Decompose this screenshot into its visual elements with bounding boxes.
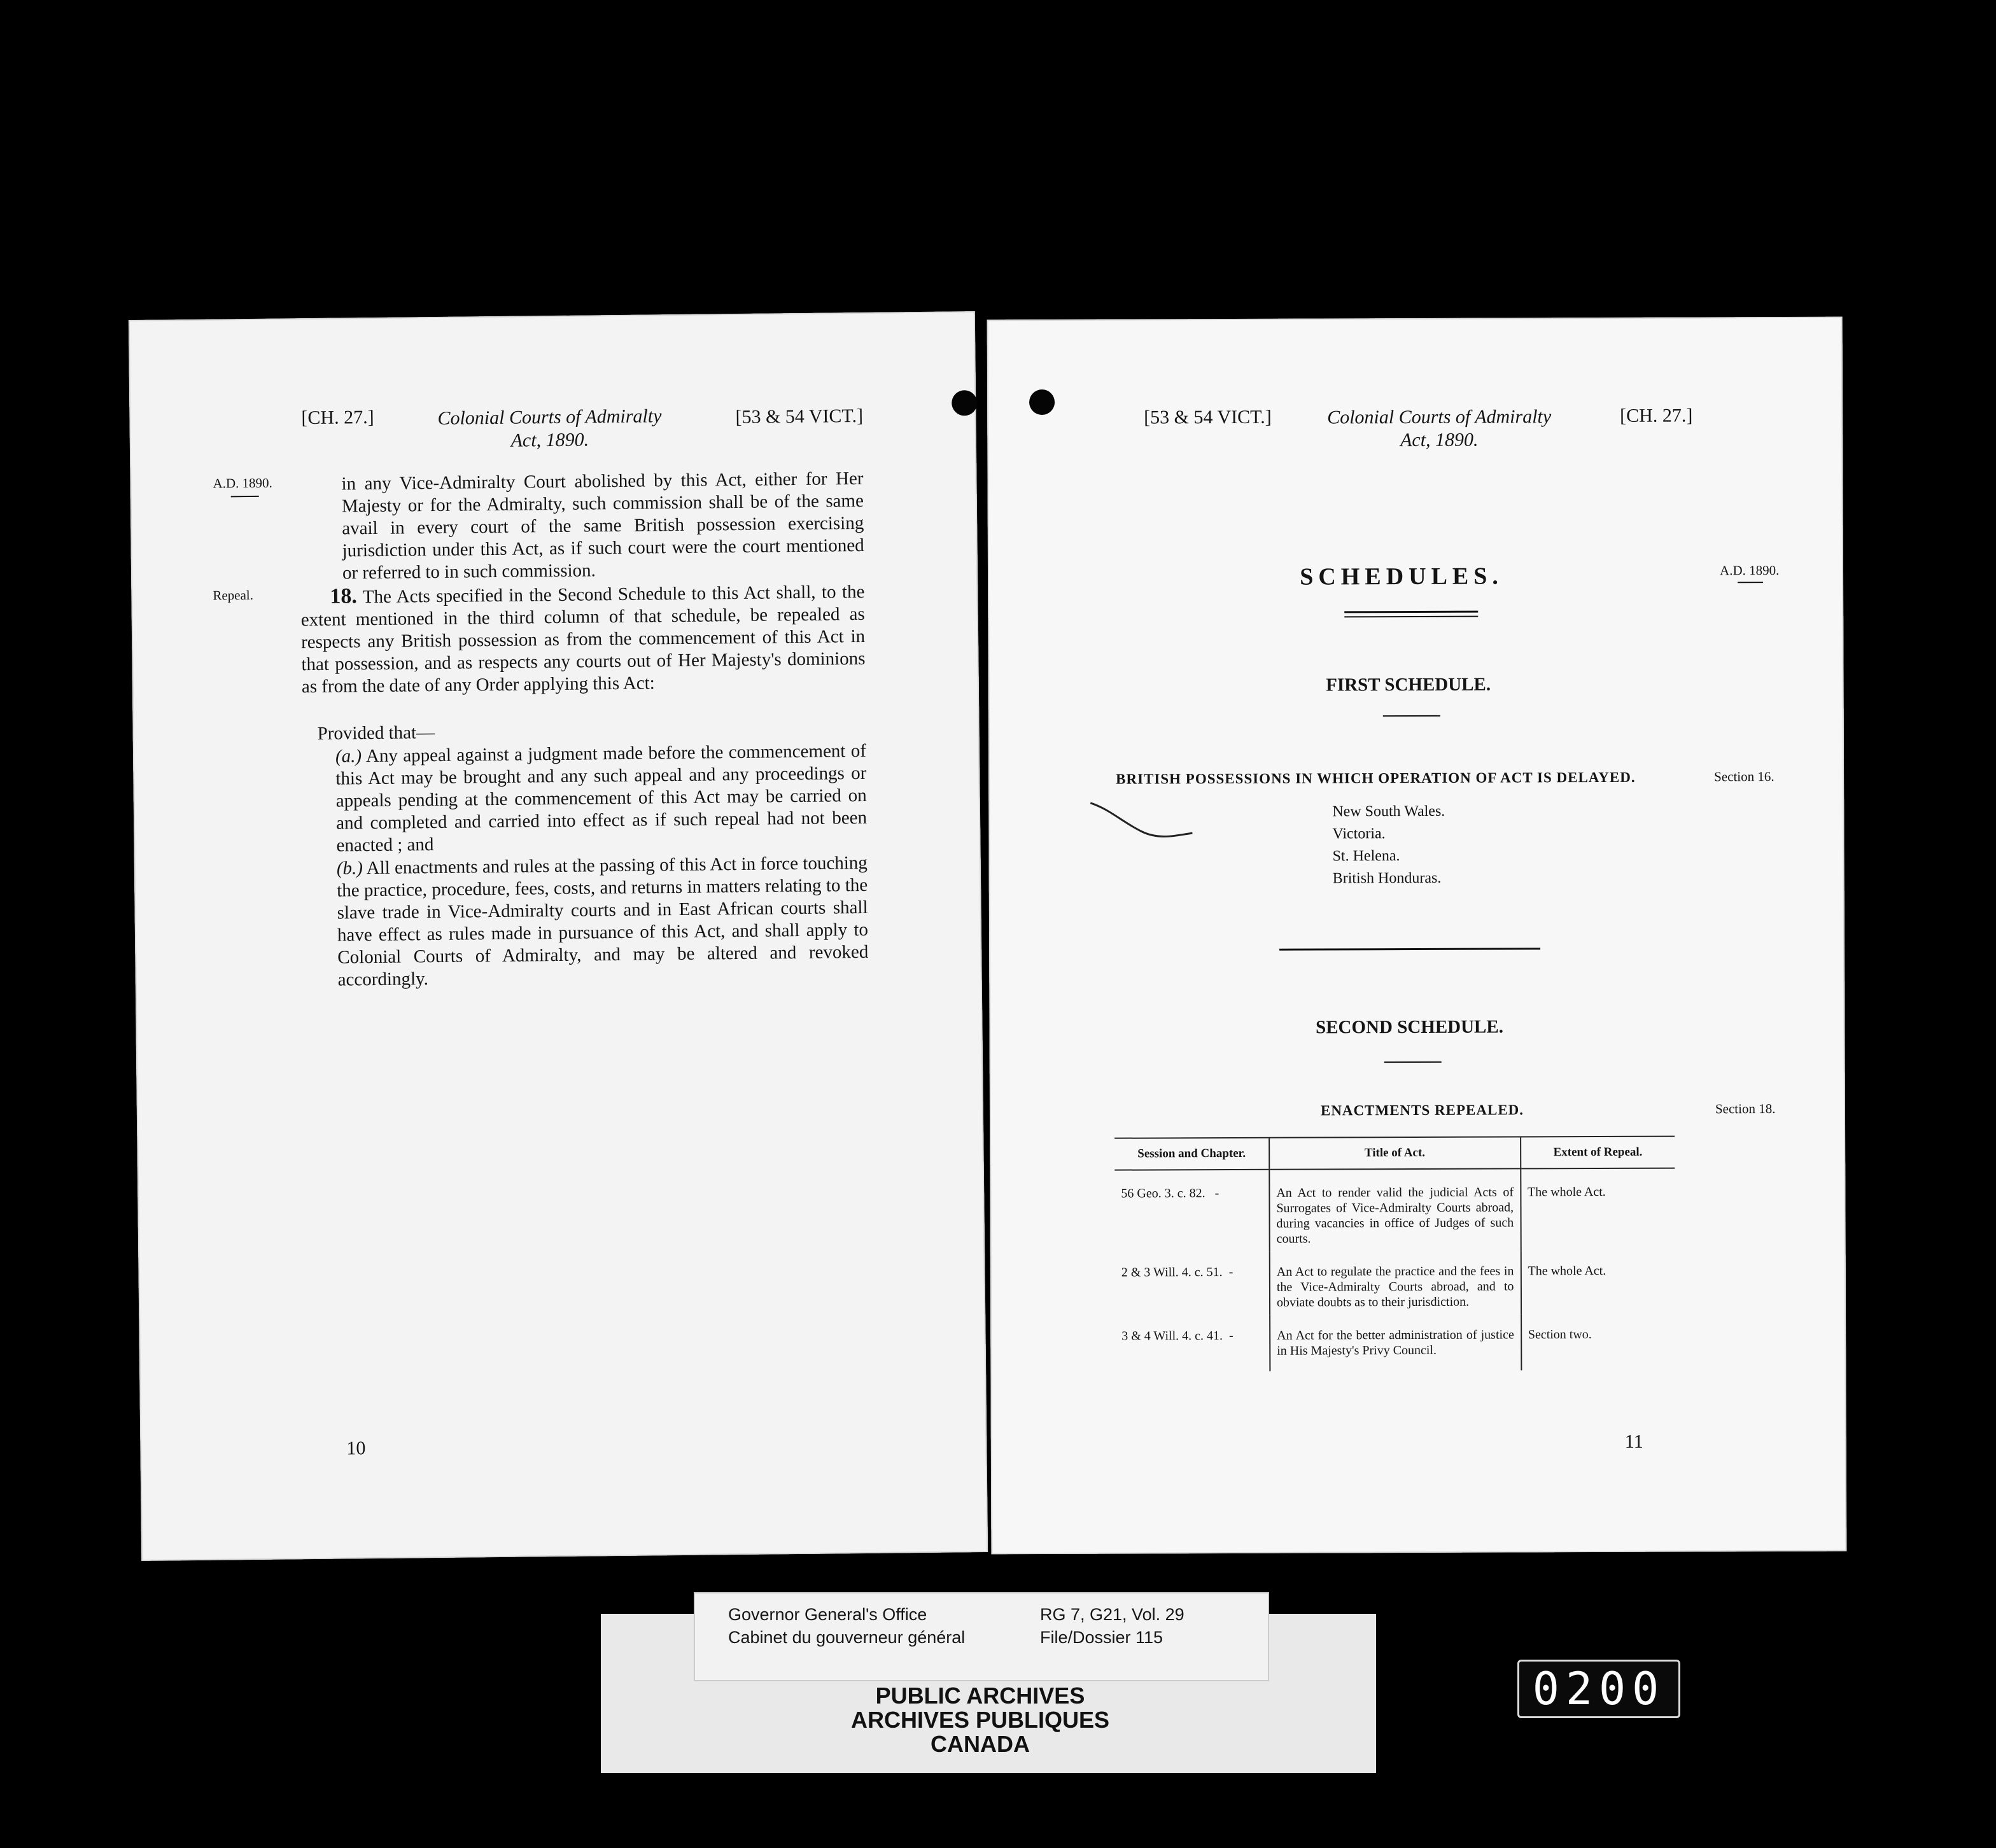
clause-a-text: Any appeal against a judgment made before the commencement of this Act may be brought and any such appeal and any proceedings or appeals pending at the commencement of this Act may be carried on and completed and carried into effect as if such repeal had not been enacted ; and xyxy=(335,740,868,856)
archive-reference: RG 7, G21, Vol. 29 xyxy=(1040,1605,1184,1624)
continued-paragraph: in any Vice-Admiralty Court abolished by this Act, either for Her Majesty or for the Admiralty, such commission shall be of the same avail in every court of the same British possession exercising jurisdiction under this Act, as if such court were the court mentioned or referred to in such commission. xyxy=(341,468,864,584)
file-number: File/Dossier 115 xyxy=(1040,1628,1163,1647)
archive-label xyxy=(694,1592,1269,1681)
margin-year: A.D. 1890. xyxy=(1719,563,1780,578)
column-header: Title of Act. xyxy=(1269,1137,1521,1169)
provided-that: Provided that— xyxy=(317,722,435,744)
table-cell: An Act to regulate the practice and the fees in the Vice-Admiralty Courts abroad, and to obviate doubts as to their jurisdiction. xyxy=(1270,1250,1521,1315)
schedules-heading: SCHEDULES. xyxy=(1300,563,1503,591)
schedule-divider xyxy=(1279,948,1540,950)
right-page xyxy=(987,317,1847,1555)
act-title-line2: Act, 1890. xyxy=(510,429,589,451)
first-schedule-subheading: BRITISH POSSESSIONS IN WHICH OPERATION OF ACT IS DELAYED. xyxy=(1116,769,1636,787)
second-schedule-heading: SECOND SCHEDULE. xyxy=(1315,1016,1504,1038)
frame-number: 0200 xyxy=(1532,1663,1666,1715)
second-schedule-subheading: ENACTMENTS REPEALED. xyxy=(1320,1102,1524,1119)
first-schedule-section-ref: Section 16. xyxy=(1714,769,1775,785)
table-row xyxy=(1115,1250,1675,1316)
frame-counter xyxy=(1517,1660,1680,1718)
act-title-line2: Act, 1890. xyxy=(1400,429,1479,451)
chapter-header: [CH. 27.] xyxy=(301,406,374,429)
list-item: New South Wales. xyxy=(1332,802,1445,820)
regnal-year-header: [53 & 54 VICT.] xyxy=(1144,406,1272,428)
heading-rule xyxy=(1384,1061,1442,1063)
office-fr: Cabinet du gouverneur général xyxy=(728,1628,966,1647)
margin-year-rule xyxy=(231,496,259,497)
second-schedule-section-ref: Section 18. xyxy=(1715,1101,1776,1117)
table-cell: Section two. xyxy=(1528,1327,1592,1342)
act-title-line1: Colonial Courts of Admiralty xyxy=(437,405,662,429)
repealed-table xyxy=(1114,1136,1675,1372)
stamp-line2: ARCHIVES PUBLIQUES xyxy=(850,1707,1110,1733)
act-title xyxy=(1305,405,1573,452)
regnal-year-header: [53 & 54 VICT.] xyxy=(735,405,864,428)
left-page xyxy=(129,311,988,1561)
page-number: 11 xyxy=(1624,1431,1643,1452)
table-cell: The whole Act. xyxy=(1527,1184,1606,1200)
table-cell: The whole Act. xyxy=(1528,1263,1606,1278)
table-cell: An Act for the better administration of justice in His Majesty's Privy Council. xyxy=(1270,1314,1521,1371)
stamp-line3: CANADA xyxy=(931,1731,1030,1757)
margin-year-rule xyxy=(1738,582,1763,583)
section-18-text: The Acts specified in the Second Schedule to this Act shall, to the extent mentioned in the third column of that schedule, be repealed as respects any British possession as from the commencement of this Act in that possession, and as respects any courts out of Her Majesty's dominions as from the date of any Order applying this Act: xyxy=(300,581,866,697)
clause-b-label: (b.) xyxy=(336,858,363,879)
chapter-header: [CH. 27.] xyxy=(1620,405,1693,426)
heading-rule xyxy=(1383,715,1440,717)
margin-repeal: Repeal. xyxy=(213,587,254,603)
column-header: Extent of Repeal. xyxy=(1521,1137,1675,1169)
list-item: British Honduras. xyxy=(1332,869,1442,887)
possessions-list xyxy=(1332,801,1445,890)
clause-b-text: All enactments and rules at the passing of this Act in force touching the practice, procedure, fees, costs, and returns in matters relating to the slave trade in Vice-Admiralty courts and in East African courts shall have effect as rules made in pursuance of this Act, and shall apply to Colonial Courts of Admiralty, and may be altered and revoked accordingly. xyxy=(337,852,869,990)
table-cell: 56 Geo. 3. c. 82. - xyxy=(1121,1186,1219,1201)
office-en: Governor General's Office xyxy=(728,1605,927,1624)
margin-year: A.D. 1890. xyxy=(213,475,272,491)
table-cell: 2 & 3 Will. 4. c. 51. - xyxy=(1121,1265,1233,1280)
clause-a xyxy=(335,740,868,857)
act-title-line1: Colonial Courts of Admiralty xyxy=(1327,406,1552,428)
archive-stamp xyxy=(770,1684,1190,1756)
table-row xyxy=(1115,1314,1675,1372)
section-18 xyxy=(300,580,866,698)
clause-b xyxy=(337,852,869,991)
punch-hole xyxy=(1029,389,1055,415)
column-header: Session and Chapter. xyxy=(1114,1138,1269,1170)
table-cell: 3 & 4 Will. 4. c. 41. - xyxy=(1121,1329,1233,1343)
clause-a-label: (a.) xyxy=(335,746,362,767)
list-item: Victoria. xyxy=(1332,825,1386,843)
list-item: St. Helena. xyxy=(1332,848,1400,865)
stamp-line1: PUBLIC ARCHIVES xyxy=(875,1683,1085,1709)
table-row xyxy=(1114,1168,1675,1252)
heading-rule xyxy=(1344,611,1478,613)
section-number: 18. xyxy=(330,584,358,608)
table-cell: An Act to render valid the judicial Acts of Surrogates of Vice-Admiralty Courts abroad, during vacancies in office of Judges of such courts. xyxy=(1269,1168,1521,1251)
heading-rule xyxy=(1344,616,1478,618)
page-number: 10 xyxy=(346,1438,366,1459)
punch-hole xyxy=(952,390,977,416)
pencil-mark xyxy=(1084,796,1198,841)
act-title xyxy=(416,405,684,453)
first-schedule-heading: FIRST SCHEDULE. xyxy=(1326,674,1491,696)
